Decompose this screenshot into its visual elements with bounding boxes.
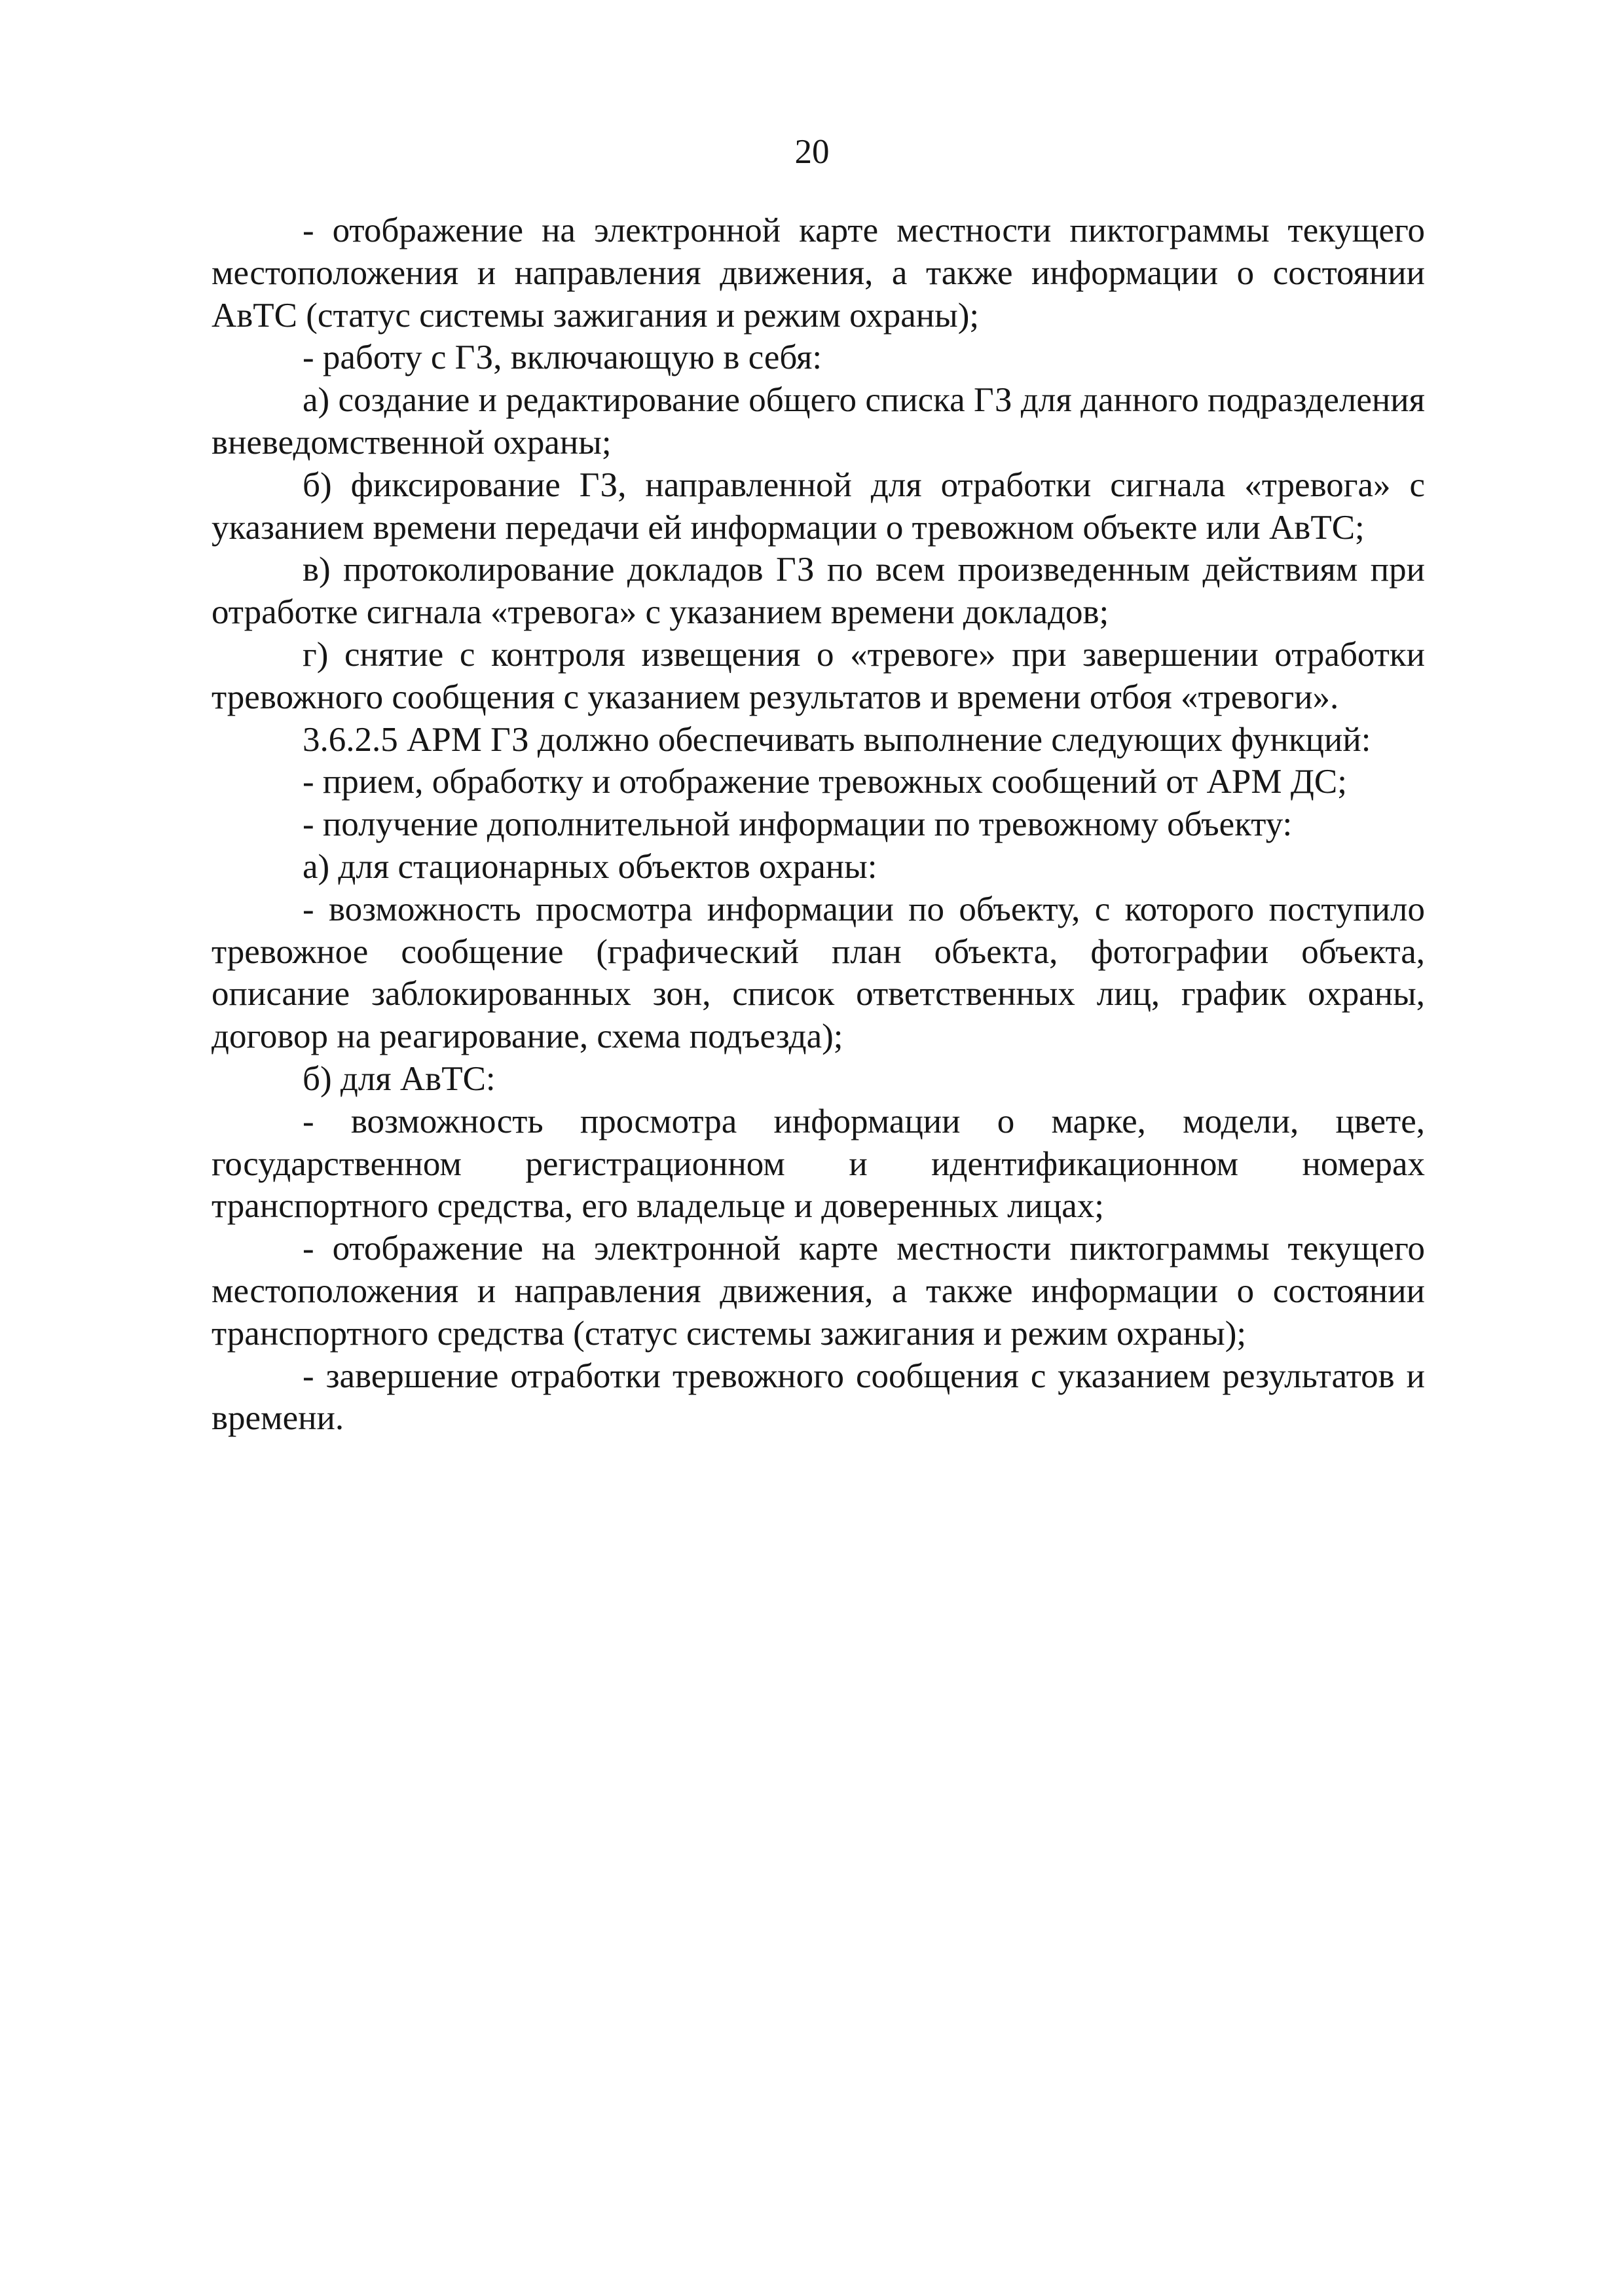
paragraph-gz-reports: в) протоколирование докладов ГЗ по всем произведенным действиям при отработке сигнала «тревога» с указанием времени докладов; [212,551,1425,632]
paragraph-object-info: - возможность просмотра информации по объекту, с которого поступило тревожное сообщение (графический план объекта, фотографии объекта, описание заблокированных зон, список ответственных лиц, график охраны, договор на реагирование, схема подъезда); [212,890,1425,1056]
document-body [212,210,1425,1440]
paragraph-vehicle-info: - возможность просмотра информации о марке, модели, цвете, государственном регистрационном и идентификационном номерах транспортного средства, его владельце и доверенных лицах; [212,1102,1425,1226]
paragraph-gz-fixing: б) фиксирование ГЗ, направленной для отработки сигнала «тревога» с указанием времени передачи ей информации о тревожном объекте или АвТС; [212,465,1425,547]
paragraph-gz-work: - работу с ГЗ, включающую в себя: [303,338,822,377]
paragraph-map-display-avts: - отображение на электронной карте местности пиктограммы текущего местоположения и направления движения, а также информации о состоянии АвТС (статус системы зажигания и режим охраны); [212,211,1425,335]
paragraph-section-3-6-2-5: 3.6.2.5 АРМ ГЗ должно обеспечивать выполнение следующих функций: [303,720,1371,759]
paragraph-for-avts: б) для АвТС: [303,1059,496,1098]
page-number: 20 [794,133,830,171]
paragraph-alarm-completion: - завершение отработки тревожного сообщения с указанием результатов и времени. [212,1357,1425,1438]
paragraph-alarm-reception: - прием, обработку и отображение тревожных сообщений от АРМ ДС; [303,763,1347,801]
paragraph-alarm-removal: г) снятие с контроля извещения о «тревоге» при завершении отработки тревожного сообщения с указанием результатов и времени отбоя «тревоги». [212,635,1425,716]
paragraph-additional-info: - получение дополнительной информации по тревожному объекту: [303,805,1293,844]
paragraph-map-display-vehicle: - отображение на электронной карте местности пиктограммы текущего местоположения и направления движения, а также информации о состоянии транспортного средства (статус системы зажигания и режим охраны); [212,1230,1425,1353]
paragraph-stationary-objects: а) для стационарных объектов охраны: [303,847,877,886]
paragraph-gz-list: а) создание и редактирование общего списка ГЗ для данного подразделения вневедомственной охраны; [212,381,1425,462]
